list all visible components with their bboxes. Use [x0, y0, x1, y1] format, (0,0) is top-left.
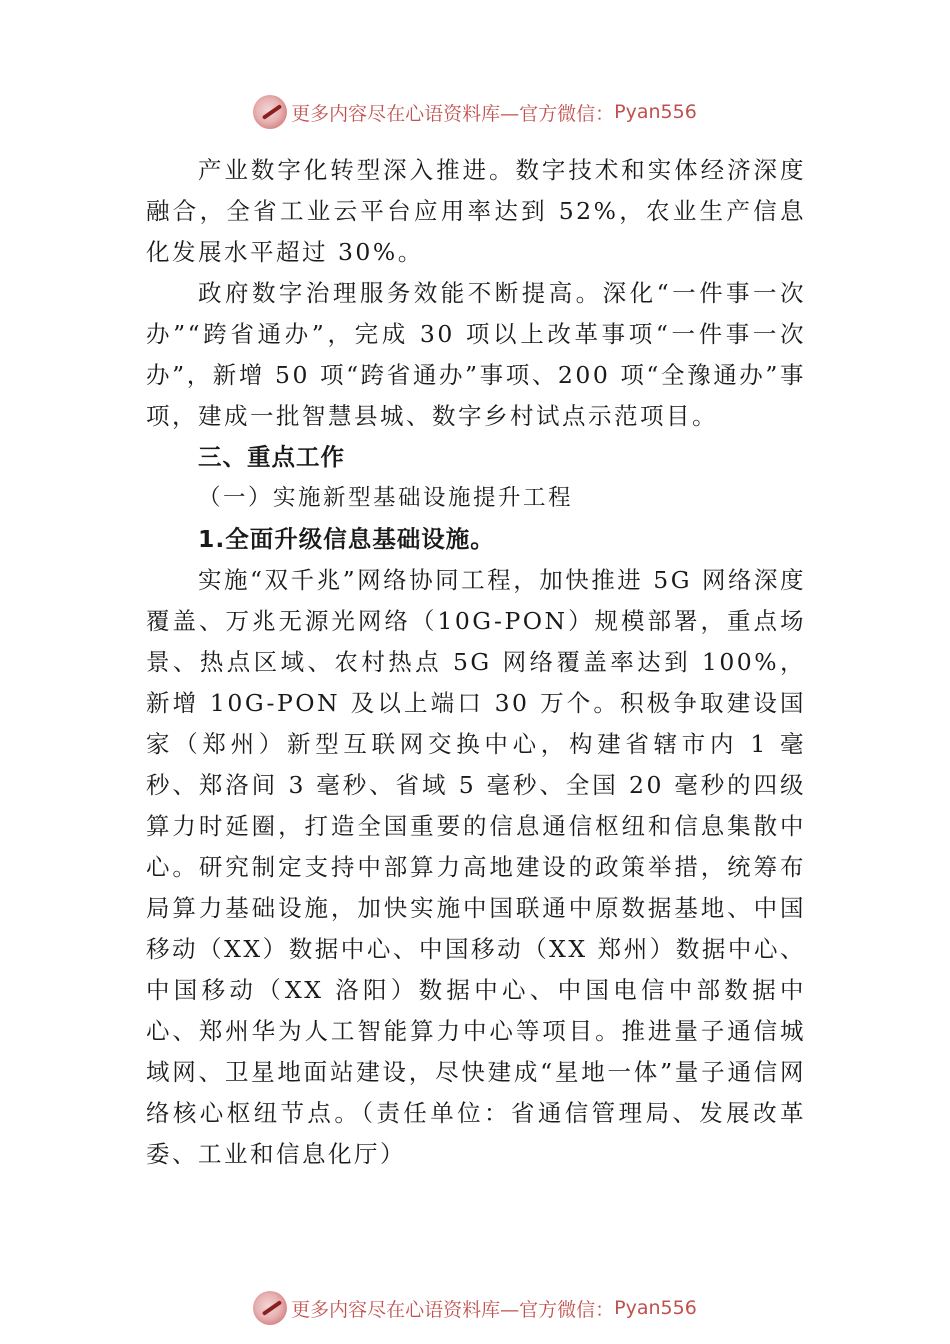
paragraph-infrastructure: 实施“双千兆”网络协同工程，加快推进 5G 网络深度覆盖、万兆无源光网络（10G-PON）规模部署，重点场景、热点区域、农村热点 5G 网络覆盖率达到 100%，新增 10G-PON 及以上端口 30 万个。积极争取建设国家（郑州）新型互联网交换中心，构建省辖市内 1 毫秒、郑洛间 3 毫秒、省域 5 毫秒、全国 20 毫秒的四级算力时延圈，打造全国重要的信息通信枢纽和信息集散中心。研究制定支持中部算力高地建设的政策举措，统筹布局算力基础设施，加快实施中国联通中原数据基地、中国移动（XX）数据中心、中国移动（XX 郑州）数据中心、中国移动（XX 洛阳）数据中心、中国电信中部数据中心、郑州华为人工智能算力中心等项目。推进量子通信城域网、卫星地面站建设，尽快建成“星地一体”量子通信网络核心枢纽节点。（责任单位：省通信管理局、发展改革委、工业和信息化厅） — [146, 566, 806, 1168]
subsection-heading: （一）实施新型基础设施提升工程 — [198, 485, 574, 511]
feather-logo-icon — [253, 95, 287, 129]
watermark-text: 更多内容尽在心语资料库—官方微信： — [291, 102, 615, 125]
watermark-footer — [0, 1288, 950, 1328]
watermark-wechat-id: Pyan556 — [614, 1297, 697, 1319]
paragraph-industry: 产业数字化转型深入推进。数字技术和实体经济深度融合，全省工业云平台应用率达到 52%，农业生产信息化发展水平超过 30%。 — [146, 156, 806, 266]
watermark-header — [0, 92, 950, 132]
document-body — [146, 150, 806, 1175]
section-heading: 三、重点工作 — [198, 443, 345, 471]
paragraph-government: 政府数字治理服务效能不断提高。深化“一件事一次办”“跨省通办”，完成 30 项以上改革事项“一件事一次办”，新增 50 项“跨省通办”事项、200 项“全豫通办”事项，建成一批智慧县城、数字乡村试点示范项目。 — [146, 279, 806, 430]
feather-logo-icon — [253, 1291, 287, 1325]
watermark-wechat-id: Pyan556 — [614, 101, 697, 123]
item-heading: 1.全面升级信息基础设施。 — [198, 525, 495, 553]
watermark-text: 更多内容尽在心语资料库—官方微信： — [291, 1298, 615, 1321]
